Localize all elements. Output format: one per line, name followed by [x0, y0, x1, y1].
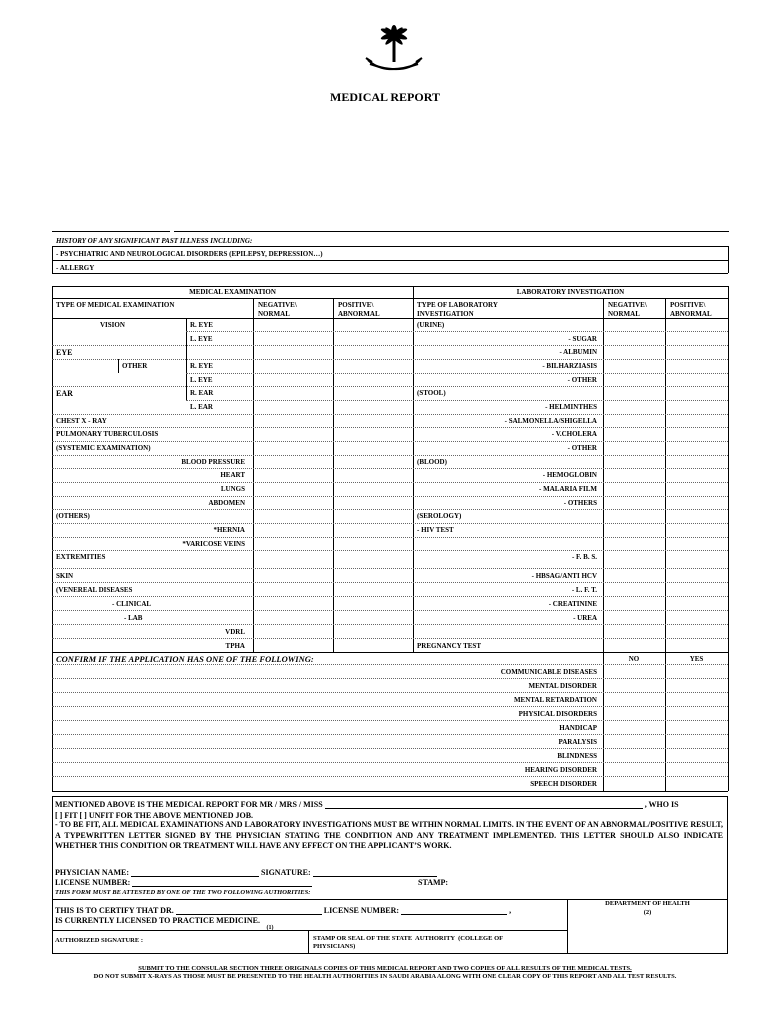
lab-blood: (BLOOD)	[417, 458, 447, 466]
exam-tpha: TPHA	[225, 642, 245, 650]
license-row: LICENSE NUMBER:	[55, 878, 312, 887]
confirm-yes-header: YES	[689, 655, 704, 663]
confirm-item: HANDICAP	[559, 724, 597, 732]
lab-serology: (SEROLOGY)	[417, 512, 462, 520]
lab-vcholera: - V.CHOLERA	[551, 430, 597, 438]
lab-malaria: - MALARIA FILM	[539, 485, 597, 493]
exam-lungs: LUNGS	[220, 485, 245, 493]
state-authority-stamp: STAMP OR SEAL OF THE STATE AUTHORITY (COLLEGE OF PHYSICIANS)	[313, 935, 504, 950]
exam-other-r-eye: R. EYE	[190, 362, 213, 370]
lab-salmonella: - SALMONELLA/SHIGELLA	[504, 417, 597, 425]
lab-stool: (STOOL)	[417, 389, 446, 397]
exam-col-positive: POSITIVE\ ABNORMAL	[338, 301, 380, 318]
exam-col-type: TYPE OF MEDICAL EXAMINATION	[56, 301, 175, 309]
fit-unfit-checkboxes[interactable]: [ ] FIT [ ] UNFIT FOR THE ABOVE MENTIONED JOB.	[55, 811, 254, 820]
lab-albumin: - ALBUMIN	[559, 348, 597, 356]
lab-creatinine: - CREATININE	[548, 600, 597, 608]
lab-pregnancy: PREGNANCY TEST	[417, 642, 481, 650]
exam-hernia: *HERNIA	[213, 526, 245, 534]
exam-eye: EYE	[56, 348, 73, 357]
exam-vision-r-eye: R. EYE	[190, 321, 213, 329]
footer-xray-note: DO NOT SUBMIT X-RAYS AS THOSE MUST BE PRESENTED TO THE HEALTH AUTHORITIES IN SAUDI ARABIA ALONG WITH ONE CLEAR COPY OF THIS REPORT AND ALL TEST RESULTS.	[93, 973, 677, 980]
confirm-item: BLINDNESS	[557, 752, 597, 760]
statement-paragraph: - TO BE FIT, ALL MEDICAL EXAMINATIONS AND LABORATORY INVESTIGATIONS MUST BE WITHIN NORMAL LIMITS. IN THE EVENT OF AN ABNORMAL/POSITIVE RESULT, A TYPEWRITTEN LETTER SIGNED BY THE PHYSICIAN STATING THE CONDITION AND ANY TREATMENT IMPLEMENTED. THIS LETTER SHOULD ALSO INDICATE WHETHER THIS CONDITION OR TREATMENT WILL HAVE ANY EFFECT ON THE APPLICANT’S WORK.	[55, 820, 723, 850]
exam-others: (OTHERS)	[56, 512, 90, 520]
exam-lab: - LAB	[124, 614, 143, 622]
lab-stool-other: - OTHER	[567, 444, 597, 452]
lab-helminthes: - HELMINTHES	[545, 403, 597, 411]
confirm-heading: CONFIRM IF THE APPLICATION HAS ONE OF THE FOLLOWING:	[56, 654, 314, 664]
exam-vdrl: VDRL	[225, 628, 245, 636]
attest-note: THIS FORM MUST BE ATTESTED BY ONE OF THE TWO FOLLOWING AUTHORITIES:	[55, 889, 311, 896]
exam-systemic: (SYSTEMIC EXAMINATION)	[56, 444, 151, 452]
lab-col-type: TYPE OF LABORATORY INVESTIGATION	[417, 301, 498, 318]
exam-heart: HEART	[220, 471, 245, 479]
certify-line2: IS CURRENTLY LICENSED TO PRACTICE MEDICINE.	[55, 916, 260, 925]
lab-hbsag: - HBSAG/ANTI HCV	[531, 572, 597, 580]
exam-vision: VISION	[100, 321, 125, 329]
exam-chest-xray: CHEST X - RAY	[56, 417, 107, 425]
exam-eye-other: OTHER	[122, 362, 148, 370]
history-item-psychiatric: - PSYCHIATRIC AND NEUROLOGICAL DISORDERS (EPILEPSY, DEPRESSION…)	[56, 250, 323, 258]
authorized-signature-label: AUTHORIZED SIGNATURE :	[55, 937, 144, 944]
certify-doctor-field[interactable]	[176, 906, 322, 915]
exam-vision-l-eye: L. EYE	[190, 335, 213, 343]
certify-line1: THIS IS TO CERTIFY THAT DR. LICENSE NUMBER: ,	[55, 906, 512, 915]
confirm-item: PARALYSIS	[558, 738, 597, 746]
statement-line1: MENTIONED ABOVE IS THE MEDICAL REPORT FOR MR / MRS / MISS , WHO IS	[55, 800, 679, 809]
exam-col-negative: NEGATIVE\ NORMAL	[258, 301, 297, 318]
exam-skin: SKIN	[56, 572, 74, 580]
confirm-item: MENTAL DISORDER	[528, 682, 597, 690]
exam-varicose: *VARICOSE VEINS	[182, 540, 245, 548]
certify-license-field[interactable]	[401, 906, 507, 915]
page-title: MEDICAL REPORT	[330, 90, 440, 104]
lab-hemoglobin: - HEMOGLOBIN	[542, 471, 597, 479]
lab-fbs: - F. B. S.	[571, 553, 597, 561]
exam-other-l-eye: L. EYE	[190, 376, 213, 384]
lab-urine: (URINE)	[417, 321, 445, 329]
exam-heading: MEDICAL EXAMINATION	[189, 288, 276, 296]
confirm-item: SPEECH DISORDER	[530, 780, 597, 788]
exam-extremities: EXTREMITIES	[56, 553, 106, 561]
exam-ear: EAR	[56, 389, 73, 398]
exam-tb: PULMONARY TUBERCULOSIS	[56, 430, 159, 438]
patient-name-field[interactable]	[325, 800, 643, 809]
lab-col-negative: NEGATIVE\ NORMAL	[608, 301, 647, 318]
exam-clinical: - CLINICAL	[112, 600, 152, 608]
lab-col-positive: POSITIVE\ ABNORMAL	[670, 301, 712, 318]
confirm-item: HEARING DISORDER	[524, 766, 597, 774]
lab-heading: LABORATORY INVESTIGATION	[516, 288, 625, 296]
exam-r-ear: R. EAR	[190, 389, 214, 397]
physician-name-row: PHYSICIAN NAME: SIGNATURE:	[55, 868, 437, 877]
exam-abdomen: ABDOMEN	[208, 499, 245, 507]
confirm-item: PHYSICAL DISORDERS	[518, 710, 597, 718]
exam-blood-pressure: BLOOD PRESSURE	[181, 458, 245, 466]
emblem-logo	[364, 24, 424, 84]
lab-lft: - L. F. T.	[571, 586, 597, 594]
footer-submit-note: SUBMIT TO THE CONSULAR SECTION THREE ORIGINALS COPIES OF THIS MEDICAL REPORT AND TWO COPIES OF ALL RESULTS OF THE MEDICAL TESTS.	[138, 965, 632, 972]
history-heading: HISTORY OF ANY SIGNIFICANT PAST ILLNESS INCLUDING:	[56, 237, 253, 245]
confirm-item: MENTAL RETARDATION	[513, 696, 597, 704]
exam-l-ear: L. EAR	[190, 403, 213, 411]
lab-hiv: - HIV TEST	[417, 526, 454, 534]
department-of-health: DEPARTMENT OF HEALTH	[605, 900, 690, 907]
lab-bilharziasis: - BILHARZIASIS	[542, 362, 597, 370]
history-item-allergy: - ALLERGY	[56, 264, 95, 272]
stamp-label: STAMP:	[418, 878, 449, 887]
lab-blood-others: - OTHERS	[563, 499, 597, 507]
physician-signature-field[interactable]	[313, 868, 437, 877]
lab-urea: - UREA	[573, 614, 597, 622]
lab-urine-other: - OTHER	[567, 376, 597, 384]
exam-venereal: (VENEREAL DISEASES	[56, 586, 133, 594]
authority-2-number: (2)	[643, 909, 652, 916]
authority-1-number: (1)	[266, 925, 274, 931]
lab-sugar: - SUGAR	[568, 335, 597, 343]
confirm-no-header: NO	[628, 655, 640, 663]
confirm-item: COMMUNICABLE DISEASES	[500, 668, 597, 676]
physician-name-field[interactable]	[131, 868, 259, 877]
physician-license-field[interactable]	[132, 878, 312, 887]
